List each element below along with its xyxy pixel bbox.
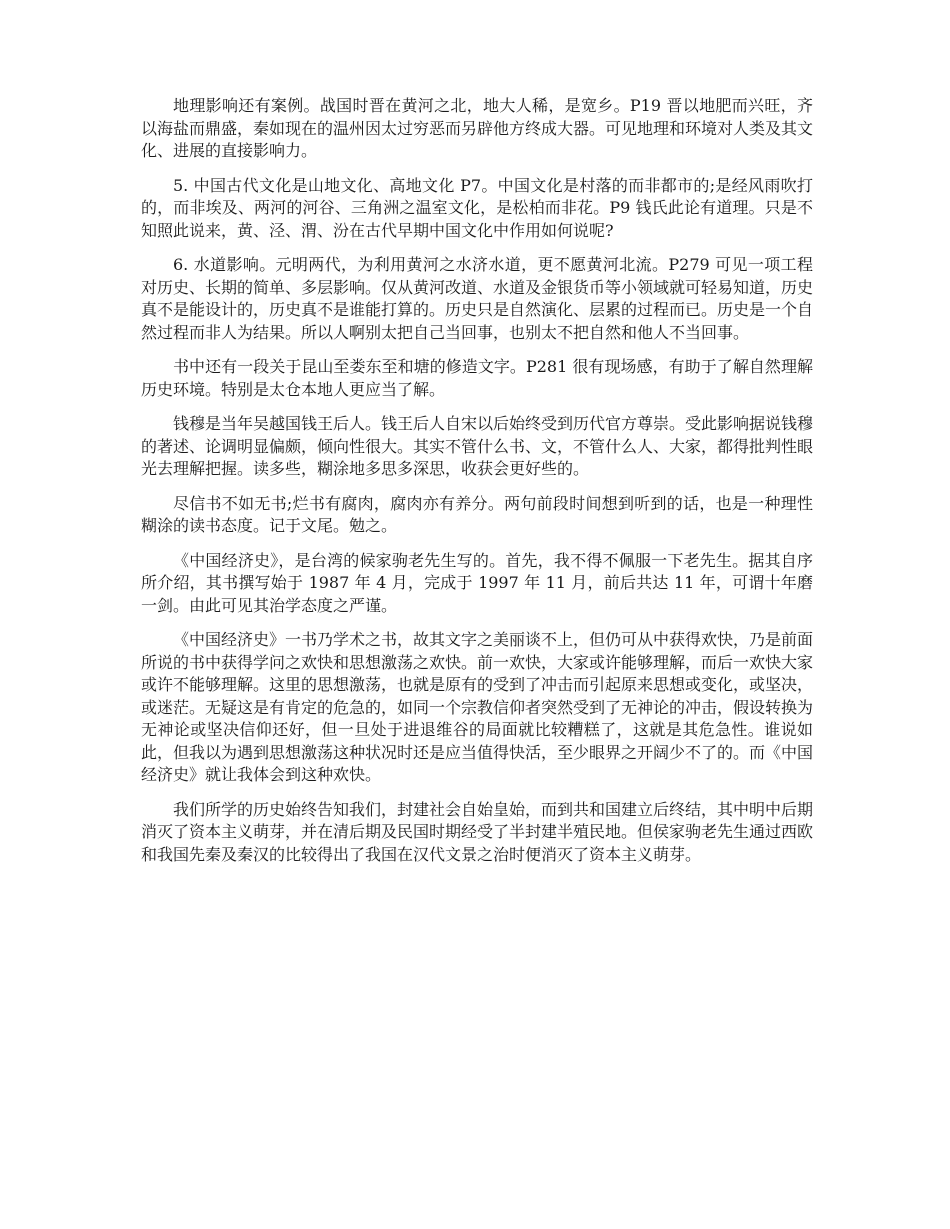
paragraph-kunshan-hetang: 书中还有一段关于昆山至娄东至和塘的修造文字。P281 很有现场感，有助于了解自然理解历史环境。特别是太仓本地人更应当了解。 [141,357,813,399]
paragraph-geography-cases: 地理影响还有案例。战国时晋在黄河之北，地大人稀，是宽乡。P19 晋以地肥而兴旺，齐以海盐而鼎盛，秦如现在的温州因太过穷恶而另辟他方终成大器。可见地理和环境对人类及其文化、进展的直接影响力。 [141,96,814,160]
paragraph-waterway-influence: 6. 水道影响。元明两代，为利用黄河之水济水道，更不愿黄河北流。P279 可见一项工程对历史、长期的简单、多层影响。仅从黄河改道、水道及金银货币等小领域就可轻易知道，历史真不是能设计的，历史真不是谁能打算的。历史只是自然演化、层累的过程而已。历史是一个自然过程而非人为结果。所以人啊别太把自己当回事，也别太不把自然和他人不当回事。 [141,255,814,342]
paragraph-qian-mu-bias: 钱穆是当年吴越国钱王后人。钱王后人自宋以后始终受到历代官方尊崇。受此影响据说钱穆的著述、论调明显偏颇，倾向性很大。其实不管什么书、文，不管什么人、大家，都得批判性眼光去理解把握。读多些，糊涂地多思多深思，收获会更好些的。 [141,414,814,478]
paragraph-highland-culture: 5. 中国古代文化是山地文化、高地文化 P7。中国文化是村落的而非都市的;是经风雨吹打的，而非埃及、两河的河谷、三角洲之温室文化，是松柏而非花。P9 钱氏此论有道理。只是不知照此说来，黄、泾、渭、汾在古代早期中国文化中作用如何说呢? [141,175,813,240]
paragraph-reading-attitude: 尽信书不如无书;烂书有腐肉，腐肉亦有养分。两句前段时间想到听到的话，也是一种理性糊涂的读书态度。记于文尾。勉之。 [141,493,813,535]
paragraph-economic-history-joy: 《中国经济史》一书乃学术之书，故其文字之美丽谈不上，但仍可从中获得欢快，乃是前面所说的书中获得学问之欢快和思想激荡之欢快。前一欢快，大家或许能够理解，而后一欢快大家或许不能够理解。这里的思想激荡，也就是原有的受到了冲击而引起原来思想或变化，或坚决，或迷茫。无疑这是有肯定的危急的，如同一个宗教信仰者突然受到了无神论的冲击，假设转换为无神论或坚决信仰还好，但一旦处于进退维谷的局面就比较糟糕了，这就是其危急性。谁说如此，但我以为遇到思想激荡这种状况时还是应当值得快活，至少眼界之开阔少不了的。而《中国经济史》就让我体会到这种欢快。 [141,630,814,784]
document-body [141,95,813,878]
paragraph-economic-history-intro: 《中国经济史》，是台湾的候家驹老先生写的。首先，我不得不佩服一下老先生。据其自序所介绍，其书撰写始于 1987 年 4 月，完成于 1997 年 11 月，前后共达 11 年，可谓十年磨一剑。由此可见其治学态度之严谨。 [141,550,813,615]
paragraph-feudal-society: 我们所学的历史始终告知我们，封建社会自始皇始，而到共和国建立后终结，其中明中后期消灭了资本主义萌芽，并在清后期及民国时期经受了半封建半殖民地。但侯家驹老先生通过西欧和我国先秦及秦汉的比较得出了我国在汉代文景之治时便消灭了资本主义萌芽。 [141,799,814,864]
